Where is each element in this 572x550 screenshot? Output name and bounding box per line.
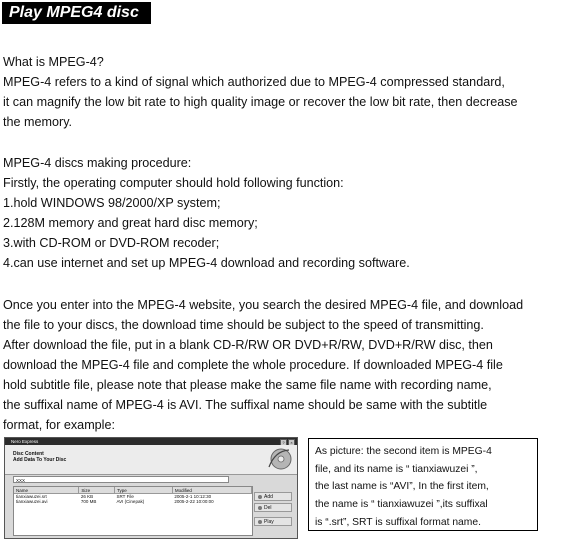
column-header-name[interactable]: Name <box>14 487 79 494</box>
caption-box <box>308 438 538 531</box>
close-icon[interactable]: × <box>288 439 295 446</box>
folder-path-select[interactable]: XXX <box>13 476 229 483</box>
text-line: hold subtitle file, please note that please make the same file name with recording name, <box>3 378 492 392</box>
play-button[interactable] <box>254 517 292 526</box>
delete-icon <box>258 506 262 510</box>
app-window-title: Nero Express <box>11 439 39 444</box>
column-header-size[interactable]: Size <box>79 487 115 494</box>
add-button[interactable] <box>254 492 292 501</box>
text-line: the memory. <box>3 115 73 129</box>
file-type: AVI (Cinepak) <box>116 499 145 504</box>
app-header <box>5 445 297 475</box>
column-header-modified[interactable]: Modified <box>172 487 251 494</box>
caption-line: the last name is “AVI”, In the first item, <box>315 481 489 493</box>
add-button-label: Add <box>264 494 273 500</box>
disc-logo-icon <box>267 447 293 471</box>
add-icon <box>258 495 262 499</box>
play-icon <box>258 520 262 524</box>
app-header-title: Disc Content <box>13 451 44 457</box>
procedure-paragraph <box>3 153 539 273</box>
help-icon[interactable]: ? <box>280 439 287 446</box>
text-line: 4.can use internet and set up MPEG-4 download and recording software. <box>3 256 410 270</box>
caption-line: the name is “ tianxiawuzei ”,its suffixal <box>315 499 488 511</box>
caption-line: As picture: the second item is MPEG-4 <box>315 446 492 457</box>
file-name: tianxiawuzei.avi <box>16 499 48 504</box>
text-line: 1.hold WINDOWS 98/2000/XP system; <box>3 196 221 210</box>
file-modified: 2005-2-1 10:12:30 <box>174 494 212 499</box>
table-row[interactable] <box>14 499 252 504</box>
file-size: 26 KB <box>80 494 94 499</box>
text-line: MPEG-4 discs making procedure: <box>3 156 192 170</box>
play-button-label: Play <box>264 519 274 525</box>
intro-paragraph <box>3 52 539 132</box>
text-line: What is MPEG-4? <box>3 55 104 69</box>
file-list <box>13 486 253 536</box>
text-line: the suffixal name of MPEG-4 is AVI. The suffixal name should be same with the subtitle <box>3 398 488 412</box>
app-titlebar <box>5 438 297 445</box>
text-line: the file to your discs, the download time should be subject to the speed of transmitting. <box>3 318 484 332</box>
text-line: After download the file, put in a blank CD-R/RW OR DVD+R/RW, DVD+R/RW disc, then <box>3 338 493 352</box>
text-line: 2.128M memory and great hard disc memory; <box>3 216 258 230</box>
app-header-subtitle: Add Data To Your Disc <box>13 457 67 463</box>
text-line: format, for example: <box>3 418 115 432</box>
delete-button[interactable] <box>254 503 292 512</box>
text-line: MPEG-4 refers to a kind of signal which authorized due to MPEG-4 compressed standard, <box>3 75 505 89</box>
caption-line: file, and its name is “ tianxiawuzei ”, <box>315 463 478 475</box>
text-line: it can magnify the low bit rate to high quality image or recover the low bit rate, then decrease <box>3 95 518 109</box>
text-line: Once you enter into the MPEG-4 website, you search the desired MPEG-4 file, and download <box>3 298 524 312</box>
column-header-type[interactable]: Type <box>115 487 173 494</box>
caption-line: is “.srt”, SRT is suffixal format name. <box>315 516 481 528</box>
burning-software-screenshot <box>4 437 298 539</box>
text-line: download the MPEG-4 file and complete the whole procedure. If downloaded MPEG-4 file <box>3 358 503 372</box>
download-paragraph <box>3 295 539 435</box>
text-line: Firstly, the operating computer should hold following function: <box>3 176 344 190</box>
page-title: Play MPEG4 disc <box>2 2 151 24</box>
file-type: SRT File <box>116 494 134 499</box>
text-line: 3.with CD-ROM or DVD-ROM recoder; <box>3 236 220 250</box>
file-modified: 2005-2-22 10:00:00 <box>174 499 214 504</box>
delete-button-label: Del <box>264 505 272 511</box>
file-size: 700 MB <box>80 499 97 504</box>
file-name: tianxiawuzei.srt <box>16 494 47 499</box>
